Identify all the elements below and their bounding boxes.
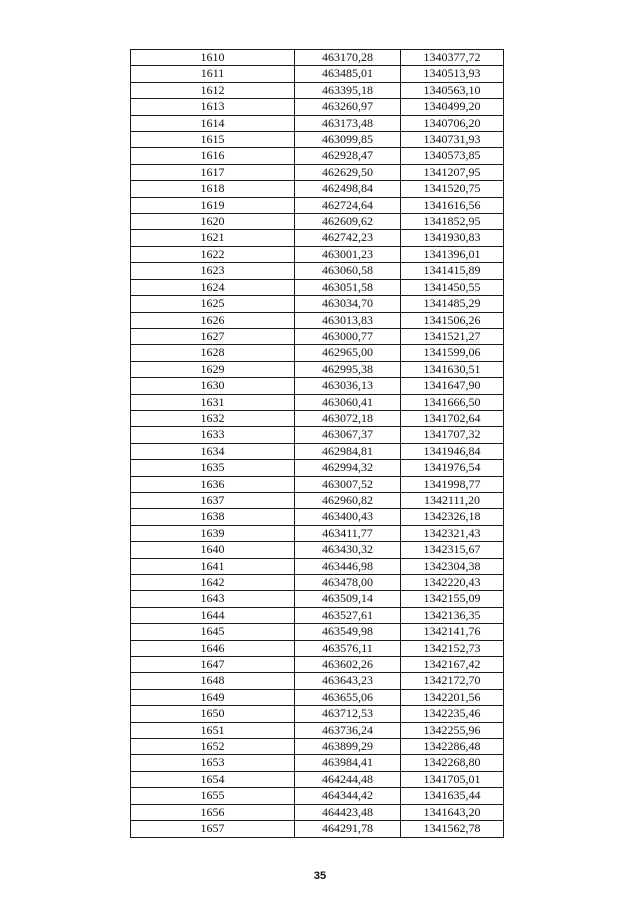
x-coordinate-cell: 463899,29 [295, 739, 401, 755]
y-coordinate-cell: 1340706,20 [401, 115, 504, 131]
x-coordinate-cell: 463602,26 [295, 657, 401, 673]
x-coordinate-cell: 463655,06 [295, 689, 401, 705]
table-row [131, 410, 504, 426]
table-row [131, 296, 504, 312]
table-row [131, 427, 504, 443]
table-row [131, 591, 504, 607]
x-coordinate-cell: 463067,37 [295, 427, 401, 443]
y-coordinate-cell: 1342136,35 [401, 607, 504, 623]
table-row [131, 755, 504, 771]
table-row [131, 148, 504, 164]
x-coordinate-cell: 463260,97 [295, 99, 401, 115]
x-coordinate-cell: 462498,84 [295, 181, 401, 197]
table-row [131, 509, 504, 525]
table-row [131, 197, 504, 213]
y-coordinate-cell: 1340513,93 [401, 66, 504, 82]
y-coordinate-cell: 1341976,54 [401, 460, 504, 476]
y-coordinate-cell: 1342315,67 [401, 542, 504, 558]
table-row [131, 706, 504, 722]
table-row [131, 312, 504, 328]
point-number-cell: 1625 [131, 296, 295, 312]
x-coordinate-cell: 463170,28 [295, 50, 401, 66]
point-number-cell: 1613 [131, 99, 295, 115]
point-number-cell: 1617 [131, 164, 295, 180]
y-coordinate-cell: 1342167,42 [401, 657, 504, 673]
point-number-cell: 1654 [131, 771, 295, 787]
y-coordinate-cell: 1341998,77 [401, 476, 504, 492]
point-number-cell: 1644 [131, 607, 295, 623]
x-coordinate-cell: 463400,43 [295, 509, 401, 525]
table-row [131, 673, 504, 689]
table-row [131, 164, 504, 180]
y-coordinate-cell: 1342304,38 [401, 558, 504, 574]
table-row [131, 361, 504, 377]
table-row [131, 657, 504, 673]
table-row [131, 771, 504, 787]
y-coordinate-cell: 1342268,80 [401, 755, 504, 771]
point-number-cell: 1631 [131, 394, 295, 410]
point-number-cell: 1618 [131, 181, 295, 197]
point-number-cell: 1655 [131, 788, 295, 804]
table-row [131, 214, 504, 230]
point-number-cell: 1612 [131, 82, 295, 98]
y-coordinate-cell: 1341705,01 [401, 771, 504, 787]
y-coordinate-cell: 1342141,76 [401, 624, 504, 640]
table-row [131, 279, 504, 295]
y-coordinate-cell: 1341643,20 [401, 804, 504, 820]
x-coordinate-cell: 463478,00 [295, 575, 401, 591]
table-row [131, 66, 504, 82]
point-number-cell: 1627 [131, 328, 295, 344]
y-coordinate-cell: 1342172,70 [401, 673, 504, 689]
y-coordinate-cell: 1341599,06 [401, 345, 504, 361]
table-row [131, 246, 504, 262]
x-coordinate-cell: 463485,01 [295, 66, 401, 82]
point-number-cell: 1610 [131, 50, 295, 66]
y-coordinate-cell: 1340377,72 [401, 50, 504, 66]
x-coordinate-cell: 464344,42 [295, 788, 401, 804]
x-coordinate-cell: 463395,18 [295, 82, 401, 98]
point-number-cell: 1632 [131, 410, 295, 426]
y-coordinate-cell: 1341930,83 [401, 230, 504, 246]
point-number-cell: 1635 [131, 460, 295, 476]
x-coordinate-cell: 463034,70 [295, 296, 401, 312]
x-coordinate-cell: 462609,62 [295, 214, 401, 230]
y-coordinate-cell: 1341852,95 [401, 214, 504, 230]
point-number-cell: 1643 [131, 591, 295, 607]
y-coordinate-cell: 1341707,32 [401, 427, 504, 443]
table-row [131, 378, 504, 394]
x-coordinate-cell: 462742,23 [295, 230, 401, 246]
y-coordinate-cell: 1340573,85 [401, 148, 504, 164]
table-row [131, 739, 504, 755]
y-coordinate-cell: 1341450,55 [401, 279, 504, 295]
point-number-cell: 1645 [131, 624, 295, 640]
y-coordinate-cell: 1342255,96 [401, 722, 504, 738]
table-row [131, 640, 504, 656]
x-coordinate-cell: 462995,38 [295, 361, 401, 377]
y-coordinate-cell: 1342235,46 [401, 706, 504, 722]
x-coordinate-cell: 462724,64 [295, 197, 401, 213]
x-coordinate-cell: 463411,77 [295, 525, 401, 541]
y-coordinate-cell: 1341521,27 [401, 328, 504, 344]
point-number-cell: 1647 [131, 657, 295, 673]
y-coordinate-cell: 1341616,56 [401, 197, 504, 213]
table-row [131, 230, 504, 246]
x-coordinate-cell: 463036,13 [295, 378, 401, 394]
y-coordinate-cell: 1341635,44 [401, 788, 504, 804]
table-row [131, 788, 504, 804]
point-number-cell: 1611 [131, 66, 295, 82]
point-number-cell: 1653 [131, 755, 295, 771]
table-row [131, 476, 504, 492]
point-number-cell: 1620 [131, 214, 295, 230]
table-row [131, 328, 504, 344]
y-coordinate-cell: 1342286,48 [401, 739, 504, 755]
x-coordinate-cell: 463736,24 [295, 722, 401, 738]
point-number-cell: 1624 [131, 279, 295, 295]
table-row [131, 525, 504, 541]
x-coordinate-cell: 463549,98 [295, 624, 401, 640]
y-coordinate-cell: 1341702,64 [401, 410, 504, 426]
x-coordinate-cell: 463051,58 [295, 279, 401, 295]
table-row [131, 804, 504, 820]
x-coordinate-cell: 463643,23 [295, 673, 401, 689]
point-number-cell: 1650 [131, 706, 295, 722]
x-coordinate-cell: 463000,77 [295, 328, 401, 344]
point-number-cell: 1646 [131, 640, 295, 656]
table-row [131, 345, 504, 361]
x-coordinate-cell: 463984,41 [295, 755, 401, 771]
table-row [131, 132, 504, 148]
y-coordinate-cell: 1341666,50 [401, 394, 504, 410]
x-coordinate-cell: 463072,18 [295, 410, 401, 426]
point-number-cell: 1634 [131, 443, 295, 459]
point-number-cell: 1614 [131, 115, 295, 131]
table-row [131, 115, 504, 131]
point-number-cell: 1626 [131, 312, 295, 328]
point-number-cell: 1651 [131, 722, 295, 738]
y-coordinate-cell: 1340731,93 [401, 132, 504, 148]
table-row [131, 492, 504, 508]
x-coordinate-cell: 463509,14 [295, 591, 401, 607]
table-row [131, 82, 504, 98]
x-coordinate-cell: 463013,83 [295, 312, 401, 328]
y-coordinate-cell: 1341396,01 [401, 246, 504, 262]
y-coordinate-cell: 1341562,78 [401, 821, 504, 837]
point-number-cell: 1621 [131, 230, 295, 246]
table-row [131, 542, 504, 558]
y-coordinate-cell: 1342220,43 [401, 575, 504, 591]
x-coordinate-cell: 462965,00 [295, 345, 401, 361]
y-coordinate-cell: 1342326,18 [401, 509, 504, 525]
x-coordinate-cell: 462994,32 [295, 460, 401, 476]
point-number-cell: 1657 [131, 821, 295, 837]
table-row [131, 624, 504, 640]
table-row [131, 575, 504, 591]
x-coordinate-cell: 462984,81 [295, 443, 401, 459]
point-number-cell: 1649 [131, 689, 295, 705]
x-coordinate-cell: 463060,41 [295, 394, 401, 410]
y-coordinate-cell: 1341630,51 [401, 361, 504, 377]
table-row [131, 460, 504, 476]
y-coordinate-cell: 1342111,20 [401, 492, 504, 508]
table-row [131, 443, 504, 459]
table-row [131, 50, 504, 66]
point-number-cell: 1639 [131, 525, 295, 541]
point-number-cell: 1636 [131, 476, 295, 492]
y-coordinate-cell: 1342155,09 [401, 591, 504, 607]
x-coordinate-cell: 462960,82 [295, 492, 401, 508]
y-coordinate-cell: 1341520,75 [401, 181, 504, 197]
coordinates-table [130, 49, 504, 838]
y-coordinate-cell: 1341415,89 [401, 263, 504, 279]
x-coordinate-cell: 464291,78 [295, 821, 401, 837]
y-coordinate-cell: 1341485,29 [401, 296, 504, 312]
table-row [131, 558, 504, 574]
x-coordinate-cell: 463712,53 [295, 706, 401, 722]
point-number-cell: 1633 [131, 427, 295, 443]
table-row [131, 722, 504, 738]
table-row [131, 821, 504, 837]
point-number-cell: 1652 [131, 739, 295, 755]
point-number-cell: 1638 [131, 509, 295, 525]
point-number-cell: 1642 [131, 575, 295, 591]
y-coordinate-cell: 1342152,73 [401, 640, 504, 656]
point-number-cell: 1623 [131, 263, 295, 279]
y-coordinate-cell: 1341946,84 [401, 443, 504, 459]
point-number-cell: 1640 [131, 542, 295, 558]
point-number-cell: 1630 [131, 378, 295, 394]
x-coordinate-cell: 463060,58 [295, 263, 401, 279]
table-row [131, 263, 504, 279]
page-number: 35 [313, 870, 327, 882]
y-coordinate-cell: 1342201,56 [401, 689, 504, 705]
x-coordinate-cell: 463173,48 [295, 115, 401, 131]
x-coordinate-cell: 463007,52 [295, 476, 401, 492]
y-coordinate-cell: 1341207,95 [401, 164, 504, 180]
x-coordinate-cell: 462629,50 [295, 164, 401, 180]
point-number-cell: 1648 [131, 673, 295, 689]
point-number-cell: 1619 [131, 197, 295, 213]
y-coordinate-cell: 1341647,90 [401, 378, 504, 394]
point-number-cell: 1622 [131, 246, 295, 262]
point-number-cell: 1629 [131, 361, 295, 377]
x-coordinate-cell: 463430,32 [295, 542, 401, 558]
point-number-cell: 1616 [131, 148, 295, 164]
point-number-cell: 1615 [131, 132, 295, 148]
coordinates-table-body [131, 50, 504, 838]
point-number-cell: 1656 [131, 804, 295, 820]
x-coordinate-cell: 463576,11 [295, 640, 401, 656]
x-coordinate-cell: 462928,47 [295, 148, 401, 164]
table-row [131, 99, 504, 115]
y-coordinate-cell: 1342321,43 [401, 525, 504, 541]
point-number-cell: 1628 [131, 345, 295, 361]
x-coordinate-cell: 464423,48 [295, 804, 401, 820]
y-coordinate-cell: 1340563,10 [401, 82, 504, 98]
x-coordinate-cell: 463099,85 [295, 132, 401, 148]
y-coordinate-cell: 1340499,20 [401, 99, 504, 115]
x-coordinate-cell: 463001,23 [295, 246, 401, 262]
x-coordinate-cell: 463446,98 [295, 558, 401, 574]
x-coordinate-cell: 463527,61 [295, 607, 401, 623]
point-number-cell: 1641 [131, 558, 295, 574]
point-number-cell: 1637 [131, 492, 295, 508]
table-row [131, 394, 504, 410]
table-row [131, 689, 504, 705]
table-row [131, 181, 504, 197]
x-coordinate-cell: 464244,48 [295, 771, 401, 787]
table-row [131, 607, 504, 623]
y-coordinate-cell: 1341506,26 [401, 312, 504, 328]
